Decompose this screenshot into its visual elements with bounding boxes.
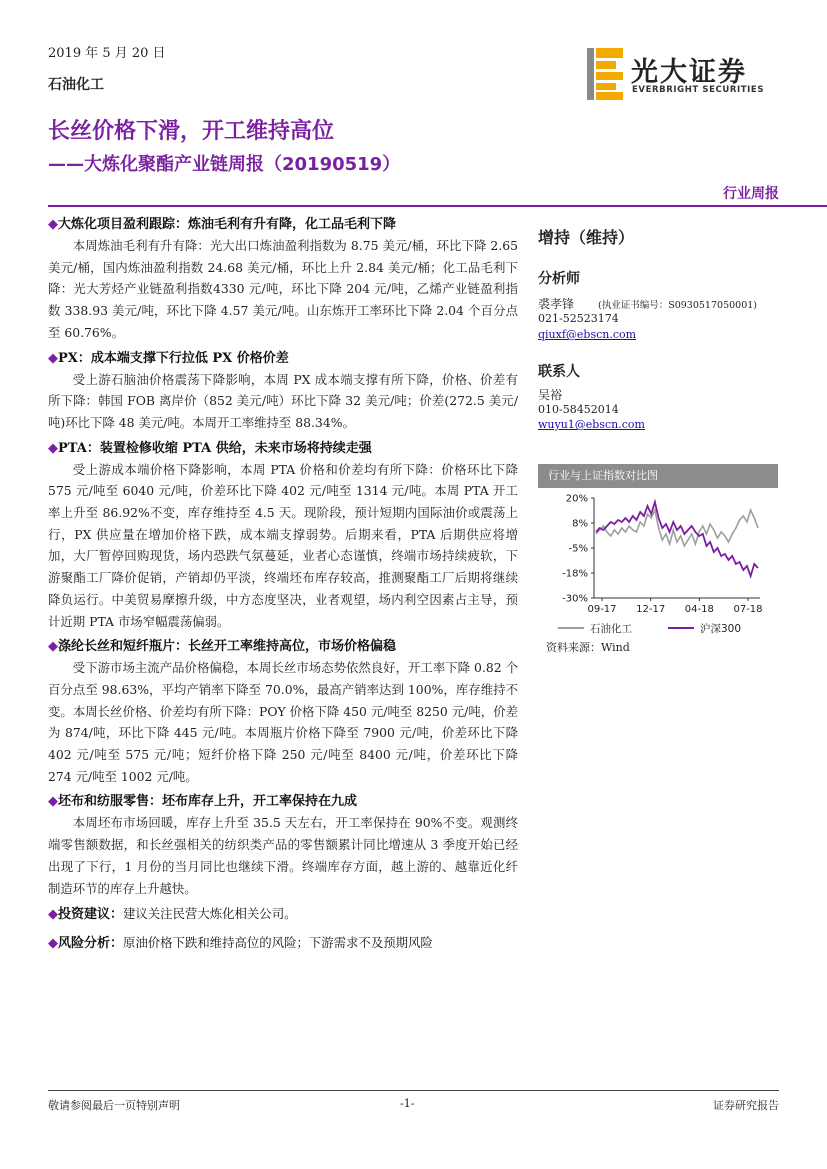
diamond-bullet-icon: ◆ xyxy=(48,440,58,456)
diamond-bullet-icon: ◆ xyxy=(48,936,58,952)
section-body: 受上游成本端价格下降影响，本周 PTA 价格和价差均有所下降：价格环比下降 575 元/吨至 6040 元/吨，价差环比下降 402 元/吨至 1314 元/吨。本周 PTA 开工率上升至 86.92%不变，库存维持至 4.5 天。现阶段，预计短期内国际油价或震荡上行，PX 供应量在增加价格下跌，成本端支撑弱势。后期来看，PTA 后期供应将增加，大厂暂停回购现货，场内恐跌气氛蔓延，业者心态谨慎，终端市场持续疲软，下游聚酯工厂降价促销，产销却仍平淡，终端坯布库存较高，推测聚酯工厂后期将继续降负运行。中美贸易摩擦升级，中方态度坚决，业者观望，场内利空因素占主导，预计近期 PTA 市场窄幅震荡偏弱。 xyxy=(48,461,518,629)
sector-label: 石油化工 xyxy=(48,77,104,93)
section-body: 受上游石脑油价格震荡下降影响，本周 PX 成本端支撑有所下降，价格、价差有所下降：韩国 FOB 离岸价（852 美元/吨）环比下降 32 美元/吨；价差(272.5 美元/吨)环比下降 48 美元/吨。本周开工率维持至 88.34%。 xyxy=(48,371,518,430)
footer-disclaimer: 敬请参阅最后一页特别声明 xyxy=(48,1099,180,1112)
legend-label: 石油化工 xyxy=(590,623,632,635)
legend-label: 沪深300 xyxy=(700,623,742,635)
section-heading: 涤纶长丝和短纤瓶片：长丝开工率维持高位，市场价格偏稳 xyxy=(58,639,397,655)
analyst-phone: 021-52523174 xyxy=(538,312,619,325)
section-heading: 风险分析： xyxy=(58,936,124,952)
x-tick-label: 12-17 xyxy=(636,604,666,615)
diamond-bullet-icon: ◆ xyxy=(48,794,58,810)
report-subtitle: ——大炼化聚酯产业链周报（20190519） xyxy=(48,154,401,175)
header-divider xyxy=(48,205,827,207)
section-px xyxy=(48,349,518,434)
contact-email-link[interactable]: wuyu1@ebscn.com xyxy=(538,418,645,431)
diamond-bullet-icon: ◆ xyxy=(48,217,58,232)
chart-source: 资料来源：Wind xyxy=(546,641,630,654)
section-body: 建议关注民营大炼化相关公司。 xyxy=(123,906,297,922)
footer-report-label: 证券研究报告 xyxy=(713,1099,779,1112)
y-tick-label: -5% xyxy=(568,543,588,555)
report-title: 长丝价格下滑，开工维持高位 xyxy=(48,119,335,144)
logo-text-cn: 光大证券 xyxy=(631,57,747,88)
analyst-label: 分析师 xyxy=(538,271,580,287)
section-heading: 坯布和纺服零售：坯布库存上升，开工率保持在九成 xyxy=(58,794,358,810)
y-tick-label: -18% xyxy=(562,568,588,580)
x-tick-label: 07-18 xyxy=(733,604,763,615)
y-tick-label: 8% xyxy=(572,518,588,530)
everbright-logo-mark-icon xyxy=(587,48,627,100)
section-heading: 投资建议： xyxy=(58,907,124,923)
section-investment xyxy=(48,904,518,925)
report-date: 2019 年 5 月 20 日 xyxy=(48,46,166,61)
contact-label: 联系人 xyxy=(538,364,580,380)
section-pta xyxy=(48,439,518,633)
logo-text-en: EVERBRIGHT SECURITIES xyxy=(632,85,765,95)
section-body: 原油价格下跌和维持高位的风险；下游需求不及预期风险 xyxy=(123,935,433,951)
section-heading: 大炼化项目盈利跟踪：炼油毛利有升有降，化工品毛利下降 xyxy=(58,217,397,232)
section-body: 受下游市场主流产品价格偏稳，本周长丝市场态势依然良好，开工率下降 0.82 个百分点至 98.63%，平均产销率下降至 70.0%，最高产销率达到 100%，库存维持不变。本周长丝价格、价差均有所下降：POY 价格下降 450 元/吨至 8250 元/吨，价差为 874/吨，环比下降 445 元/吨。本周瓶片价格下降至 7900 元/吨，价差环比下降 402 元/吨至 575 元/吨；短纤价格下降 250 元/吨至 8400 元/吨，价差环比下降 274 元/吨至 1002 元/吨。 xyxy=(48,660,518,784)
analyst-cert: (执业证书编号：S0930517050001) xyxy=(598,300,757,311)
y-tick-label: 20% xyxy=(565,493,588,505)
analyst-email-link[interactable]: qiuxf@ebscn.com xyxy=(538,328,637,341)
diamond-bullet-icon: ◆ xyxy=(48,907,58,923)
y-tick-label: -30% xyxy=(562,593,588,605)
series-line-index xyxy=(596,502,758,576)
everbright-logo xyxy=(587,48,777,100)
footer-divider xyxy=(48,1090,779,1091)
section-heading: PTA：装置检修收缩 PTA 供给，未来市场将持续走强 xyxy=(58,440,372,456)
line-chart xyxy=(538,488,778,638)
page-number: -1- xyxy=(400,1097,415,1110)
section-heading: PX：成本端支撑下行拉低 PX 价格价差 xyxy=(58,350,289,366)
section-body: 本周炼油毛利有升有降：光大出口炼油盈利指数为 8.75 美元/桶，环比下降 2.65 美元/桶，国内炼油盈利指数 24.68 美元/桶，环比上升 2.84 美元/桶；化工品毛利下降：光大芳烃产业链盈利指数4330 元/吨，环比下降 204 元/吨，乙烯产业链盈利指数 338.93 美元/吨，环比下降 4.57 美元/吨。山东炼开工率环比下降 2.04 个百分点至 60.76%。 xyxy=(48,238,518,340)
x-tick-label: 09-17 xyxy=(587,604,617,615)
section-body: 本周坯布市场回暖，库存上升至 35.5 天左右，开工率保持在 90%不变。观测终端零售额数据，和长丝强相关的纺织类产品的零售额累计同比增速从 3 季度开始已经出现了下行，1 月份的当月同比也继续下滑。终端库存方面，越上游的、越靠近化纤制造环节的库存上升越快。 xyxy=(48,815,518,896)
chart-title: 行业与上证指数对比图 xyxy=(538,464,778,488)
section-refining xyxy=(48,215,518,344)
section-polyester xyxy=(48,637,518,787)
contact-phone: 010-58452014 xyxy=(538,403,619,416)
diamond-bullet-icon: ◆ xyxy=(48,350,58,366)
comparison-chart xyxy=(538,464,778,654)
section-risk xyxy=(48,933,518,954)
report-body xyxy=(48,215,518,954)
rating: 增持（维持） xyxy=(538,228,635,247)
section-greige-retail xyxy=(48,792,518,899)
analyst-name: 裘孝锋 xyxy=(538,297,575,311)
diamond-bullet-icon: ◆ xyxy=(48,639,58,655)
contact-name: 吴裕 xyxy=(538,388,563,402)
x-tick-label: 04-18 xyxy=(684,604,714,615)
report-type: 行业周报 xyxy=(723,186,779,202)
